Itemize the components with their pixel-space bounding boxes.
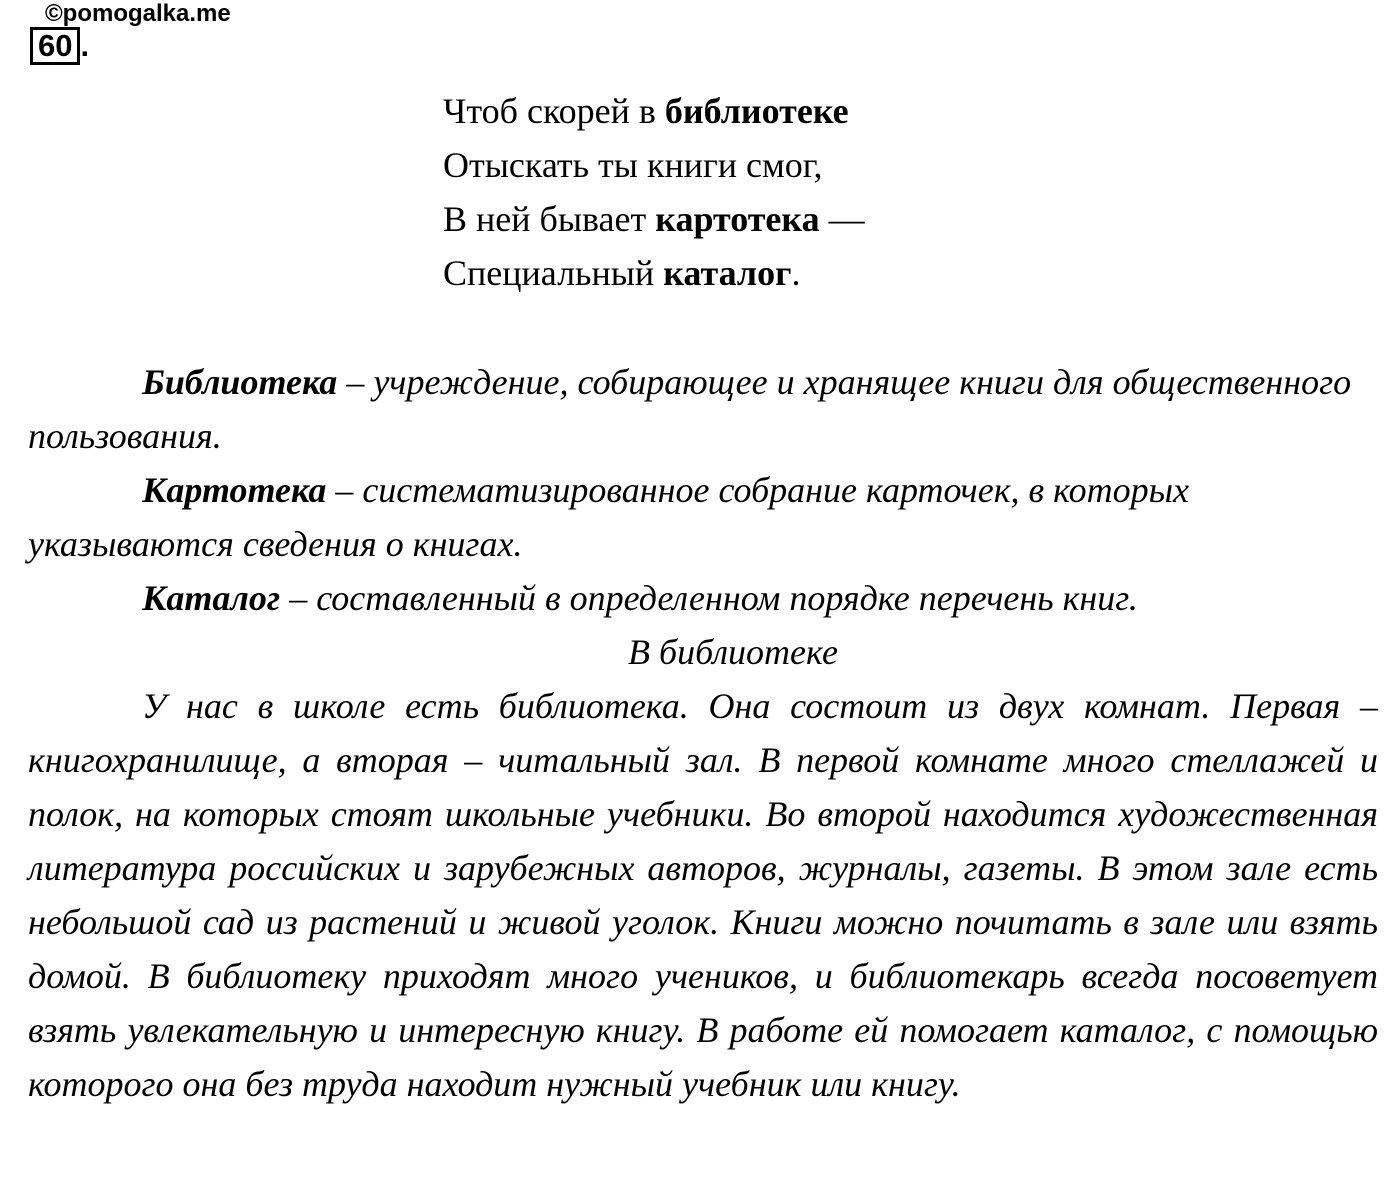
poem-text: Отыскать ты книги смог, <box>443 145 823 185</box>
poem-text: Чтоб скорей в <box>443 91 665 131</box>
definition-library <box>28 355 1378 463</box>
poem-keyword: библиотеке <box>664 91 849 131</box>
definition-text: – систематизированное собрание карточек, в которых указываются сведения о книгах. <box>28 470 1189 564</box>
poem-keyword: картотека <box>655 199 820 239</box>
task-number <box>30 27 89 65</box>
definition-card-index <box>28 463 1378 571</box>
poem-text: В ней бывает <box>443 199 656 239</box>
task-number-box: 60 <box>30 27 80 65</box>
answer-text <box>28 355 1378 1111</box>
poem-text: Специальный <box>443 253 664 293</box>
poem <box>443 84 865 300</box>
poem-line <box>443 138 865 192</box>
definition-term: Библиотека <box>142 362 338 402</box>
poem-line <box>443 246 865 300</box>
essay-paragraph: У нас в школе есть библиотека. Она состоит из двух комнат. Первая – книгохранилище, а вторая – читальный зал. В первой комнате много стеллажей и полок, на которых стоят школьные учебники. Во второй находится художественная литература российских и зарубежных авторов, журналы, газеты. В этом зале есть небольшой сад из растений и живой уголок. Книги можно почитать в зале или взять домой. В библиотеку приходят много учеников, и библиотекарь всегда посоветует взять увлекательную и интересную книгу. В работе ей помогает каталог, с помощью которого она без труда находит нужный учебник или книгу. <box>28 686 1378 1104</box>
definition-catalog <box>28 571 1378 625</box>
poem-line <box>443 84 865 138</box>
definition-text: – составленный в определенном порядке перечень книг. <box>280 578 1138 618</box>
poem-text: — <box>819 199 865 239</box>
definition-term: Картотека <box>142 470 327 510</box>
task-number-dot: . <box>80 28 90 63</box>
poem-line <box>443 192 865 246</box>
definition-term: Каталог <box>142 578 281 618</box>
definition-text: – учреждение, собирающее и хранящее книги для общественного пользования. <box>28 362 1352 456</box>
poem-keyword: каталог <box>663 253 792 293</box>
essay-title: В библиотеке <box>628 632 838 672</box>
poem-text: . <box>791 253 801 293</box>
watermark: ©pomogalka.me <box>45 0 231 27</box>
